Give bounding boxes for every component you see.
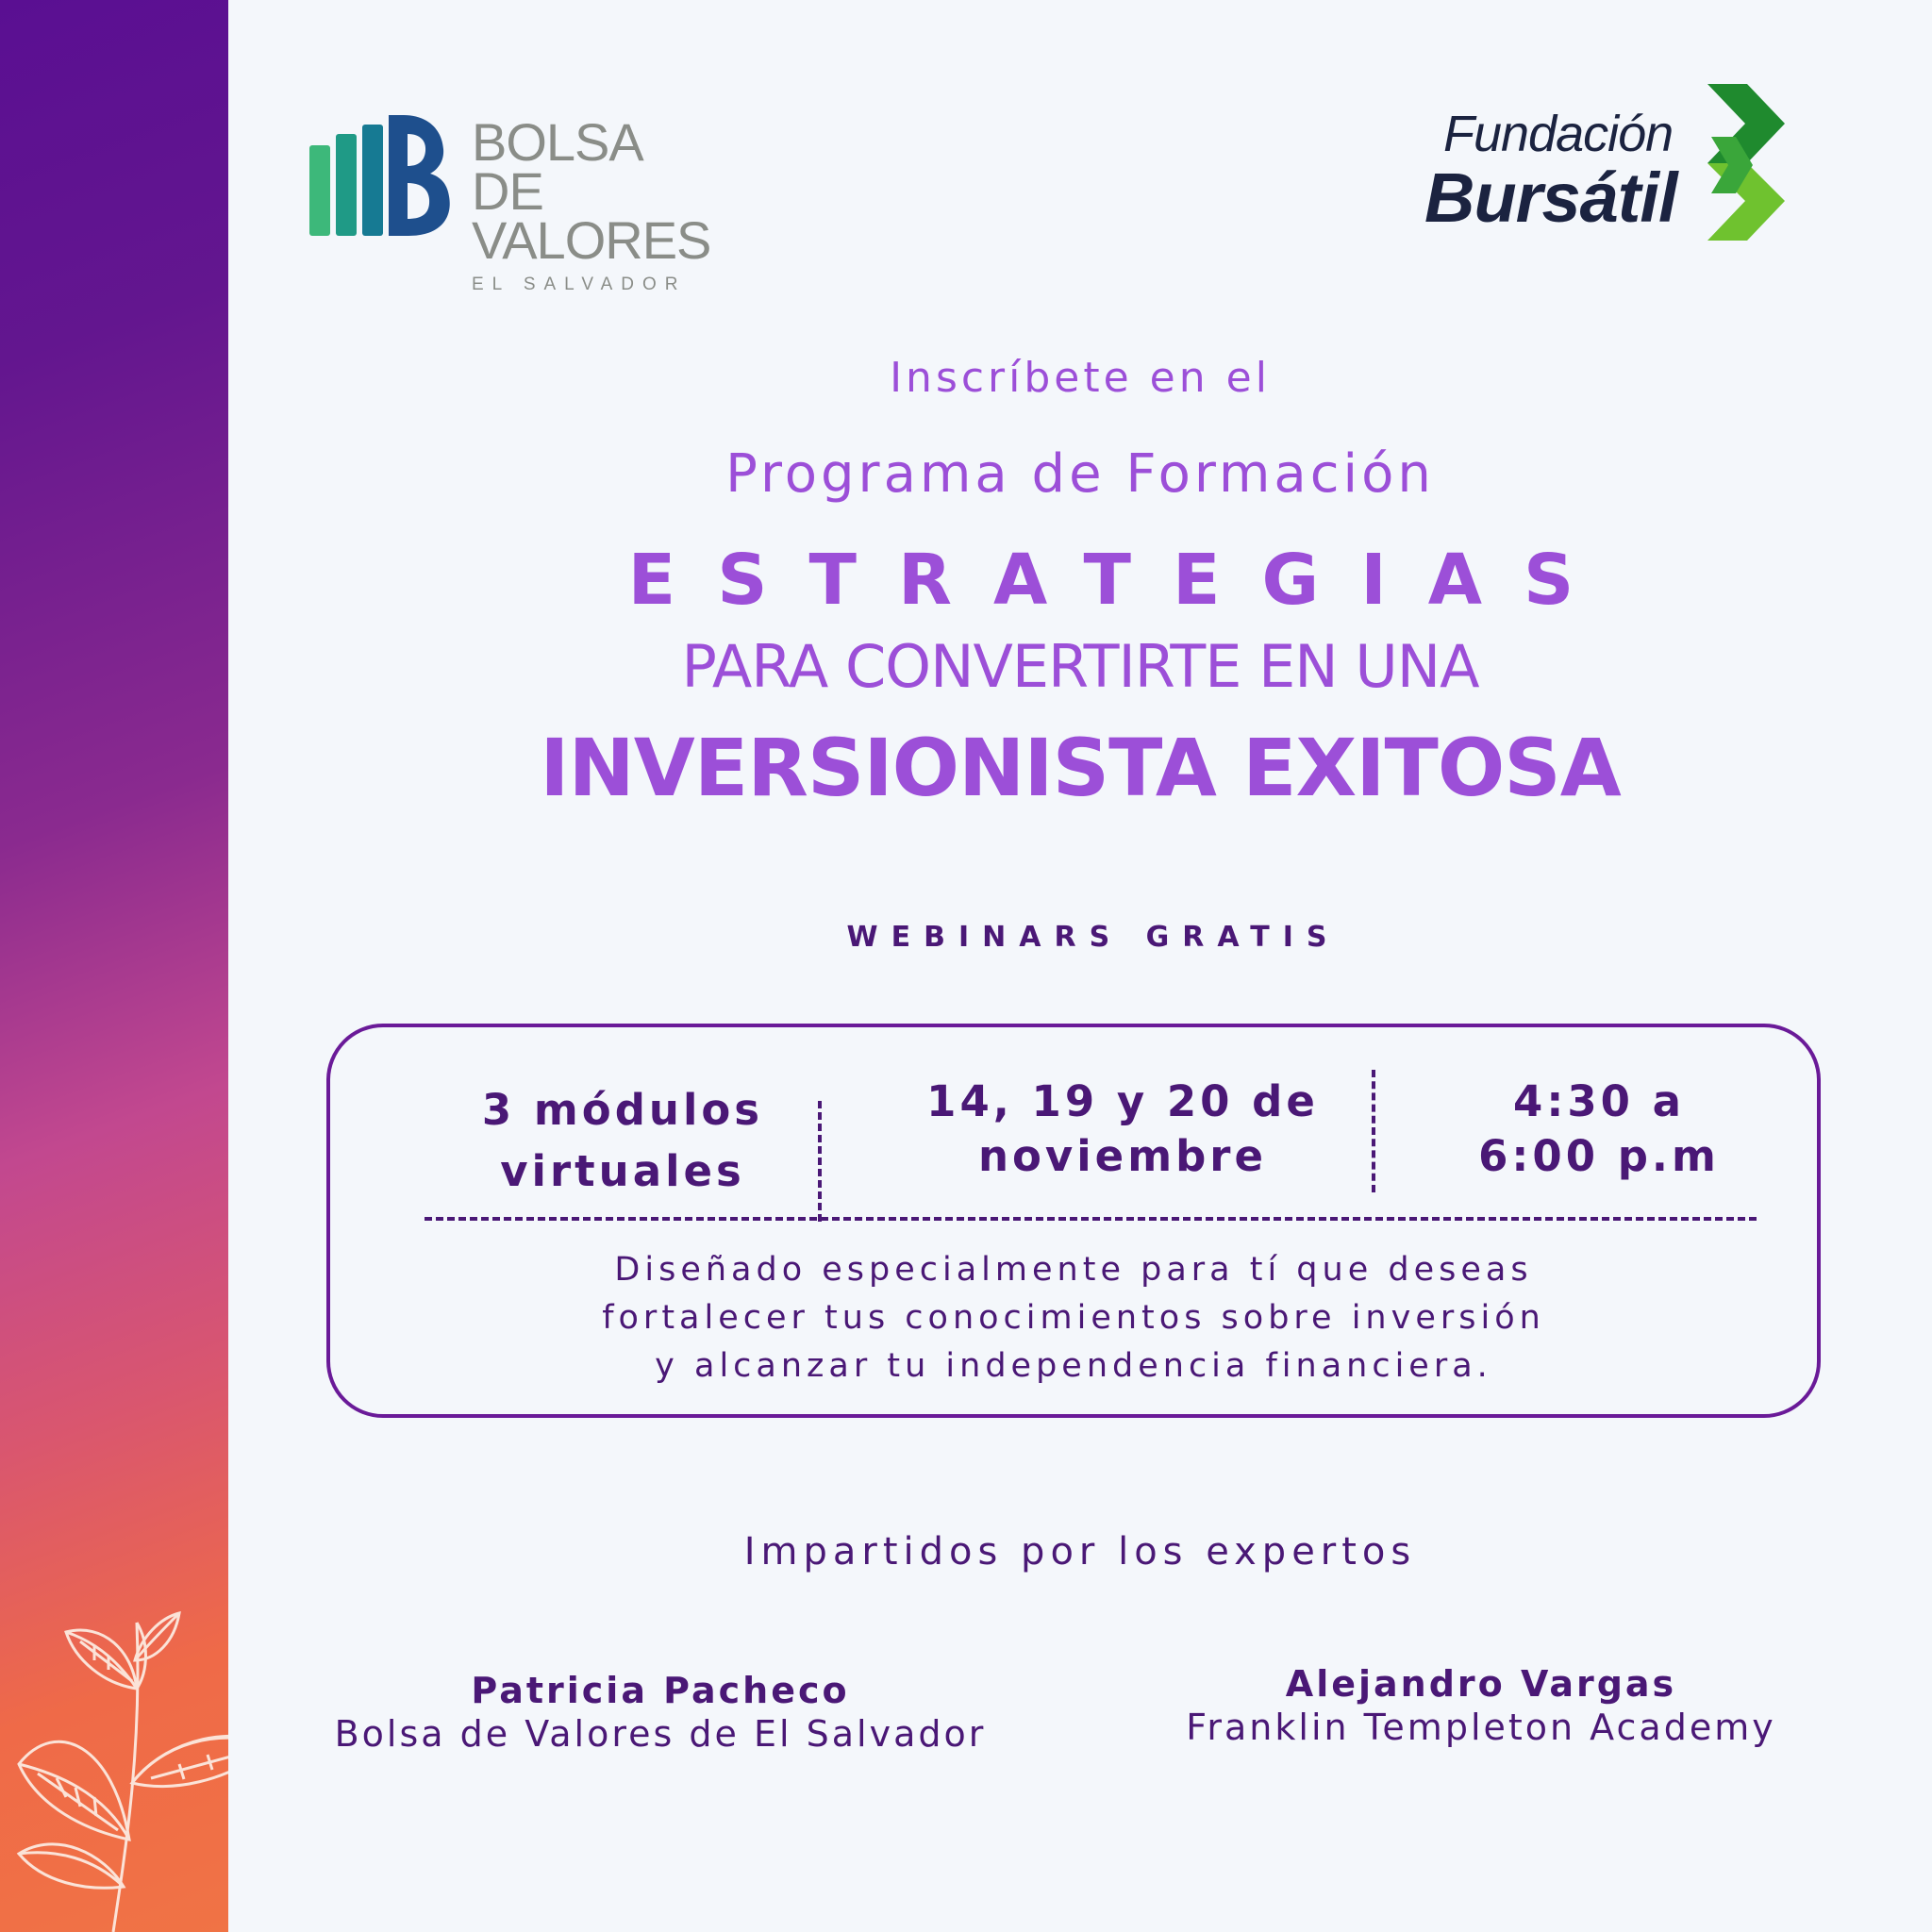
green-chevron-icon <box>1698 80 1788 245</box>
webinars-label: WEBINARS GRATIS <box>846 921 1341 954</box>
modules-line-1: 3 módulos <box>481 1085 764 1135</box>
time-line-2: 6:00 p.m <box>1478 1131 1720 1181</box>
vertical-divider <box>818 1101 822 1222</box>
gradient-side-bar <box>0 0 228 1932</box>
expert-organization: Bolsa de Valores de El Salvador <box>334 1713 987 1755</box>
time-info <box>1368 1074 1830 1184</box>
description-line: Diseñado especialmente para tí que deseas <box>614 1251 1533 1289</box>
intro-text: Inscríbete en el <box>890 354 1271 402</box>
program-title: Programa de Formación <box>725 443 1435 505</box>
bolsa-line-3: EL SALVADOR <box>472 275 687 294</box>
description-line: fortalecer tus conocimientos sobre inversión <box>602 1299 1545 1337</box>
bolsa-bars-icon <box>309 113 460 238</box>
info-box <box>326 1024 1821 1418</box>
expert-name: Alejandro Vargas <box>1285 1663 1677 1705</box>
bolsa-line-2: VALORES <box>472 210 711 270</box>
description-line: y alcanzar tu independencia financiera. <box>655 1347 1492 1385</box>
bolsa-de-valores-logo <box>309 108 724 294</box>
headline-strategies: ESTRATEGIAS <box>627 540 1616 621</box>
bolsa-line-1: BOLSA DE <box>472 112 641 221</box>
program-description <box>368 1246 1779 1391</box>
fundacion-line-2: Bursátil <box>1424 158 1677 237</box>
horizontal-divider <box>425 1217 1757 1221</box>
leaf-branch-illustration <box>0 1604 228 1932</box>
expert-card <box>283 1670 1038 1755</box>
modules-line-2: virtuales <box>500 1146 745 1196</box>
expert-organization: Franklin Templeton Academy <box>1186 1707 1776 1748</box>
fundacion-bursatil-logo <box>1415 80 1792 250</box>
dates-line-1: 14, 19 y 20 de <box>926 1076 1319 1126</box>
expert-card <box>1104 1663 1858 1748</box>
fundacion-line-1: Fundación <box>1443 106 1674 162</box>
expert-name: Patricia Pacheco <box>471 1670 850 1711</box>
modules-info <box>377 1079 868 1202</box>
headline-inversionista: INVERSIONISTA EXITOSA <box>540 722 1621 814</box>
experts-title: Impartidos por los expertos <box>743 1530 1417 1574</box>
subline-text: PARA CONVERTIRTE EN UNA <box>681 632 1479 701</box>
dates-info <box>840 1074 1406 1184</box>
time-line-1: 4:30 a <box>1513 1076 1685 1126</box>
dates-line-2: noviembre <box>977 1131 1268 1181</box>
